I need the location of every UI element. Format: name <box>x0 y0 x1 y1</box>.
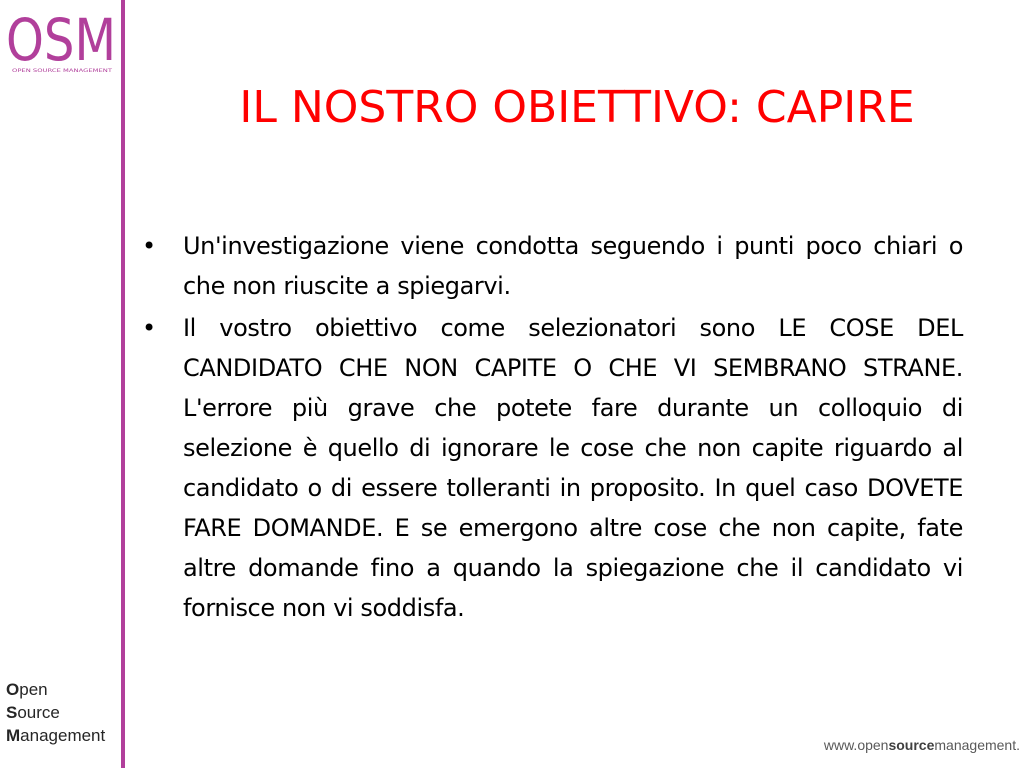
brand-line-source: Source <box>6 703 60 722</box>
footer-website-url: www.opensourcemanagement. <box>823 737 1020 753</box>
bullet-icon: • <box>142 232 156 260</box>
osm-logo <box>6 2 118 76</box>
brand-words <box>6 678 122 747</box>
logo-tagline: OPEN SOURCE MANAGEMENT <box>12 69 79 74</box>
logo-text: OSM <box>6 6 117 74</box>
slide-title: IL NOSTRO OBIETTIVO: CAPIRE <box>239 82 915 133</box>
brand-line-management: Management <box>6 726 106 745</box>
bullet-text-2: Il vostro obiettivo come selezionatori sono LE COSE DEL CANDIDATO CHE NON CAPITE O CHE VI SEMBRANO STRANE. L'errore più grave che potete fare durante un colloquio di selezione è quello di ignorare le cose che non capite riguardo al candidato o di essere tolleranti in proposito. In quel caso DOVETE FARE DOMANDE. E se emergono altre cose che non capite, fate altre domande fino a quando la spiegazione che il candidato vi fornisce non vi soddisfa. <box>183 314 963 622</box>
bullet-item-1 <box>140 226 963 306</box>
brand-line-open: Open <box>6 680 48 699</box>
slide-body <box>140 226 963 630</box>
left-vertical-rule <box>121 0 125 768</box>
osm-logo-graphic <box>6 2 118 76</box>
bullet-item-2 <box>140 308 963 628</box>
bullet-icon: • <box>142 314 156 342</box>
bullet-list <box>140 226 963 628</box>
bullet-text-1: Un'investigazione viene condotta seguendo i punti poco chiari o che non riuscite a spiegarvi. <box>183 232 963 300</box>
